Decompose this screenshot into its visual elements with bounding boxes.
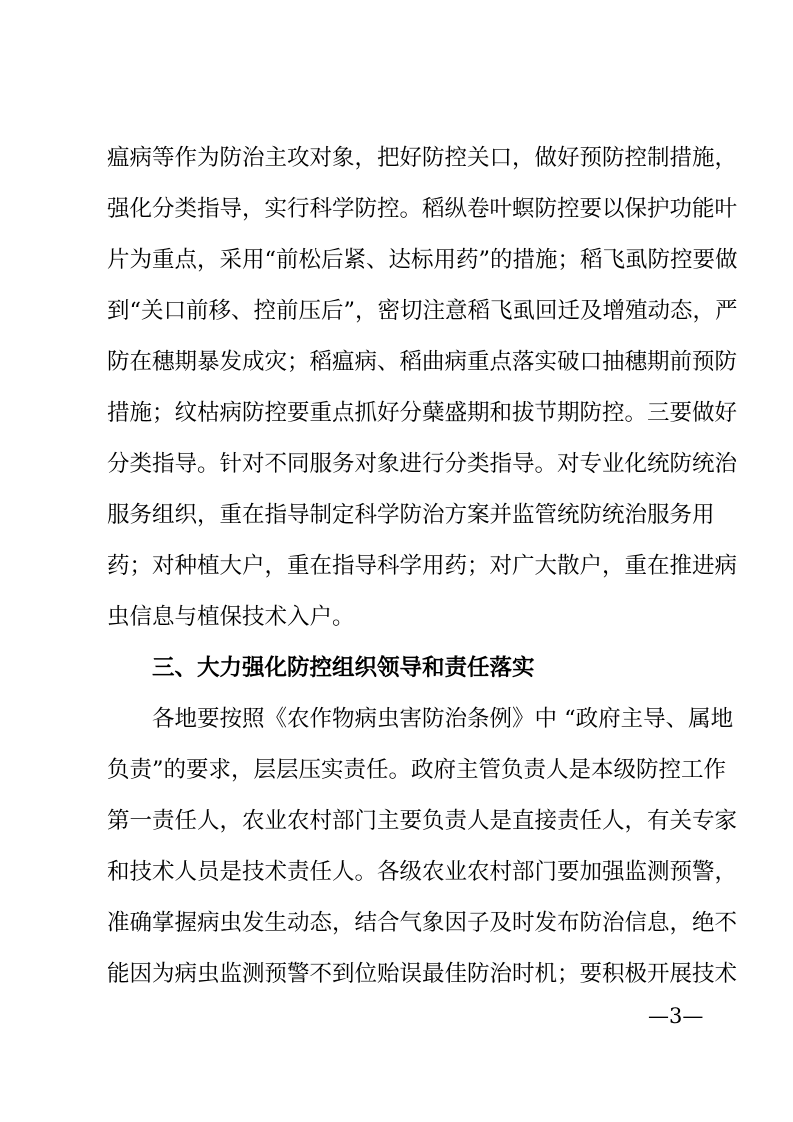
body-line: 防在穗期暴发成灾；稻瘟病、稻曲病重点落实破口抽穗期前预防 (107, 349, 738, 375)
section-line: 第一责任人，农业农村部门主要负责人是直接责任人，有关专家 (107, 808, 738, 834)
section-line: 各地要按照《农作物病虫害防治条例》中 “政府主导、属地 (152, 706, 734, 732)
body-line: 虫信息与植保技术入户。 (107, 604, 355, 630)
body-line: 瘟病等作为防治主攻对象，把好防控关口，做好预防控制措施， (107, 145, 738, 171)
body-line: 服务组织，重在指导制定科学防治方案并监管统防统治服务用 (107, 502, 715, 528)
page-number: —3— (648, 1004, 704, 1028)
body-line: 分类指导。针对不同服务对象进行分类指导。对专业化统防统治 (107, 451, 738, 477)
body-line: 措施；纹枯病防控要重点抓好分蘖盛期和拔节期防控。三要做好 (107, 400, 738, 426)
section-line: 负责”的要求，层层压实责任。政府主管负责人是本级防控工作 (107, 757, 727, 783)
section-line: 能因为病虫监测预警不到位贻误最佳防治时机；要积极开展技术 (107, 961, 738, 987)
section-heading: 三、大力强化防控组织领导和责任落实 (152, 655, 535, 681)
section-line: 准确掌握病虫发生动态，结合气象因子及时发布防治信息，绝不 (107, 910, 738, 936)
body-line: 片为重点，采用“前松后紧、达标用药”的措施；稻飞虱防控要做 (107, 247, 738, 273)
body-line: 到“关口前移、控前压后”，密切注意稻飞虱回迁及增殖动态，严 (107, 298, 738, 324)
section-line: 和技术人员是技术责任人。各级农业农村部门要加强监测预警， (107, 859, 738, 885)
body-line: 强化分类指导，实行科学防控。稻纵卷叶螟防控要以保护功能叶 (107, 196, 738, 222)
body-line: 药；对种植大户，重在指导科学用药；对广大散户，重在推进病 (107, 553, 738, 579)
